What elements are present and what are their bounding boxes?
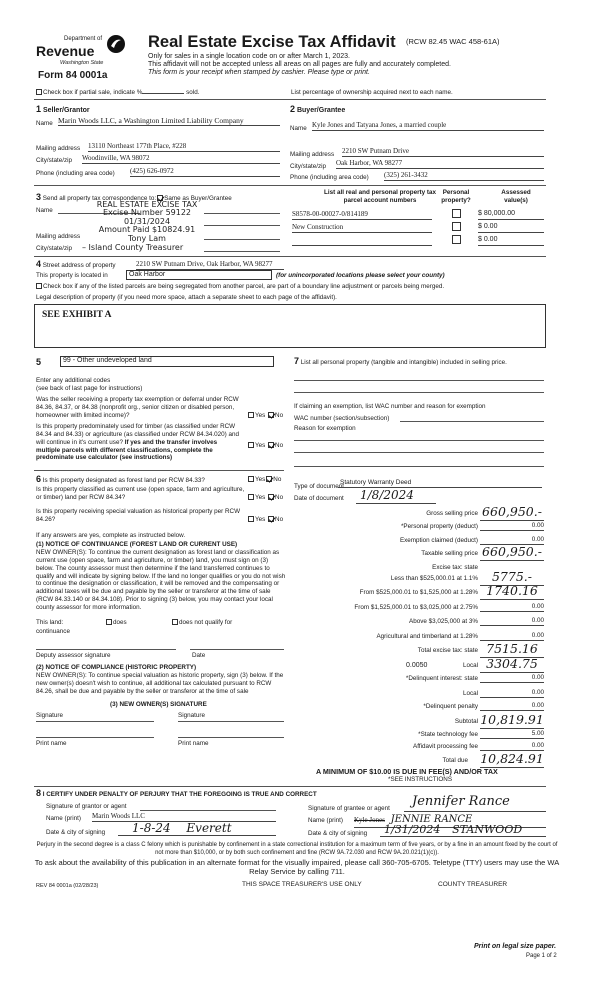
- buyer-phone-field[interactable]: (325) 261-3432: [384, 171, 544, 181]
- exemption-yesno: Yes No: [248, 412, 283, 420]
- forest-yesno: Yes No: [248, 476, 281, 484]
- tax-row-label: Above $3,025,000 at 3%: [409, 618, 478, 625]
- tax-row-label: *Delinquent penalty: [423, 703, 478, 710]
- historic-question: Is this property receiving special valuation as historical property per RCW 84.26?: [36, 508, 241, 523]
- tax-row-value[interactable]: 0.00: [480, 674, 544, 683]
- grantor-name-label: Name (print): [46, 815, 81, 822]
- tax-row-label: *Personal property (deduct): [400, 523, 478, 530]
- buyer-phone-label: Phone (including area code): [290, 174, 369, 181]
- personal-checkbox[interactable]: [452, 222, 461, 231]
- doc-date-field[interactable]: 1/8/2024: [356, 488, 436, 504]
- sec3-addr-label: Mailing address: [36, 233, 81, 240]
- deputy-date-label: Date: [192, 652, 206, 659]
- reason-label: Reason for exemption: [294, 425, 356, 432]
- header-note: This affidavit will not be accepted unless all areas on all pages are fully and accurately completed.: [148, 61, 451, 68]
- if-yes-note: If any answers are yes, complete as instructed below.: [36, 532, 186, 539]
- header-note: Only for sales in a single location code on or after March 1, 2023.: [148, 53, 350, 60]
- revision-label: REV 84 0001a (02/28/23): [36, 883, 99, 889]
- seller-name-label: Name: [36, 120, 53, 127]
- does-not-option: does not qualify for: [172, 619, 232, 627]
- personal-checkbox[interactable]: [452, 235, 461, 244]
- owner-print-label: Print name: [36, 740, 67, 747]
- sec5-num: 5: [36, 357, 42, 367]
- parcel-number-field[interactable]: New Construction: [292, 223, 432, 233]
- ownership-note: List percentage of ownership acquired next to each name.: [291, 89, 453, 96]
- form-number: Form 84 0001a: [38, 70, 108, 81]
- exemption-question: Was the seller receiving a property tax exemption or deferral under RCW 84.36, 84.37, or 84.38 (nonprofit org., senior citizen or disabled person, homeowner with limited income)?: [36, 396, 239, 419]
- yes-checkbox[interactable]: [248, 442, 254, 448]
- see-instructions-note: *SEE INSTRUCTIONS: [388, 776, 453, 783]
- tax-row-label: Local: [462, 662, 478, 669]
- tax-row-value[interactable]: 0.00: [480, 689, 544, 698]
- tax-row-label: Gross selling price: [426, 510, 478, 517]
- tax-row-label: From $525,000.01 to $1,525,000 at 1.28%: [359, 589, 478, 596]
- current-use-yesno: Yes No: [248, 494, 283, 502]
- state-label: Washington State: [60, 60, 104, 66]
- buyer-addr-label: Mailing address: [290, 151, 335, 158]
- no-checkbox[interactable]: [268, 494, 274, 500]
- tax-row-label: Local: [462, 690, 478, 697]
- notice-continuance-title: (1) NOTICE OF CONTINUANCE (FOREST LAND OR CURRENT USE): [36, 541, 238, 548]
- no-checkbox[interactable]: [268, 442, 274, 448]
- buyer-city-field[interactable]: Oak Harbor, WA 98277: [336, 159, 544, 169]
- tax-row-value[interactable]: 660,950.-: [480, 544, 544, 561]
- personal-header: Personal property?: [441, 189, 471, 204]
- tax-row-value[interactable]: 10,819.91: [480, 712, 544, 727]
- owner-sig-label: Signature: [178, 712, 205, 719]
- tax-row-value[interactable]: 0.00: [480, 702, 544, 711]
- buyer-name-field[interactable]: Kyle Jones and Tatyana Jones, a married couple: [312, 121, 544, 131]
- personal-checkbox[interactable]: [452, 209, 461, 218]
- wac-label: WAC number (section/subsection): [294, 415, 390, 422]
- buyer-addr-field[interactable]: 2210 SW Putnam Drive: [342, 147, 544, 157]
- stamp-line: REAL ESTATE EXCISE TAX: [96, 200, 198, 209]
- sec3-name-label: Name: [36, 207, 53, 214]
- seller-addr-field[interactable]: 13110 Northeast 177th Place, #228: [88, 142, 280, 152]
- grantee-sig-field[interactable]: Jennifer Rance: [404, 794, 546, 812]
- tax-row-label: Total due: [442, 757, 468, 764]
- accessibility-note: To ask about the availability of this publication in an alternate format for the visually impaired, please call 360-705-6705. Teletype (TTY) users may use the WA Relay Service by calling 711.: [34, 858, 560, 877]
- buyer-title: 2 Buyer/Grantee: [290, 104, 346, 114]
- tax-row-value[interactable]: 0.00: [480, 617, 544, 626]
- owner-sig-label: Signature: [36, 712, 63, 719]
- grantee-sig-label: Signature of grantee or agent: [308, 805, 390, 812]
- revenue-label: Revenue: [36, 43, 95, 59]
- tax-row-label: Excise tax: state: [432, 564, 478, 571]
- tax-row-label: Taxable selling price: [421, 550, 478, 557]
- notice-continuance-text: NEW OWNER(S): To continue the current designation as forest land or classification as current use (open space, farm and agriculture, or timber) land, you must sign on (3) below. The county assessor must then determine if the land transferred continues to qualify and will indicate by signing below. If the land no longer qualifies or you do not wish to continue the designation or classification, it will be removed and the compensating or additional taxes will be due and payable by the seller or transferor at the time of sale (RCW 84.33.140 or 84.34.108). Prior to signing (3) below, you may contact your local county assessor for more information.: [36, 549, 286, 612]
- tax-row-label: Less than $525,000.01 at 1.1%: [390, 575, 478, 582]
- doc-date-label: Date of document: [294, 495, 344, 502]
- timber-yesno: Yes No: [248, 442, 283, 450]
- tax-row-value[interactable]: 10,824.91: [480, 751, 544, 766]
- tax-row-value[interactable]: 0.00: [480, 742, 544, 751]
- certify-statement: 8 I CERTIFY UNDER PENALTY OF PERJURY THAT THE FOREGOING IS TRUE AND CORRECT: [36, 788, 317, 798]
- county-treasurer-label: COUNTY TREASURER: [438, 881, 508, 888]
- seller-phone-label: Phone (including area code): [36, 170, 115, 177]
- no-checkbox[interactable]: [268, 412, 274, 418]
- new-owner-sig-title: (3) NEW OWNER(S) SIGNATURE: [110, 701, 207, 708]
- header-note: This form is your receipt when stamped by cashier. Please type or print.: [148, 69, 370, 76]
- no-checkbox[interactable]: [268, 516, 274, 522]
- notice-compliance-title: (2) NOTICE OF COMPLIANCE (HISTORIC PROPERTY): [36, 664, 197, 671]
- seller-title: 1 Seller/Grantor: [36, 104, 90, 114]
- tax-row-label: Exemption claimed (deduct): [399, 537, 478, 544]
- see-back-note: (see back of last page for instructions): [36, 385, 143, 392]
- stamp-line: Amount Paid $10824.91: [98, 225, 196, 235]
- seller-addr-label: Mailing address: [36, 145, 81, 152]
- rcw-label: (RCW 82.45 WAC 458-61A): [406, 37, 500, 46]
- grantee-name-field[interactable]: Kyle Jones JENNIE RANCE: [354, 814, 546, 828]
- stamp-line: 01/31/2024: [123, 216, 171, 226]
- seller-phone-field[interactable]: (425) 626-0972: [130, 167, 280, 177]
- tax-row-value[interactable]: 5.00: [480, 730, 544, 739]
- grantor-date-label: Date & city of signing: [46, 829, 106, 836]
- current-use-question: Is this property classified as current use (open space, farm and agriculture, or timber) land per RCW 84.34?: [36, 486, 245, 501]
- assessed-value-field[interactable]: $ 0.00: [478, 223, 544, 233]
- perjury-note: Perjury in the second degree is a class C felony which is punishable by confinement in a state correctional institution for a maximum term of five years, or by a fine in an amount fixed by the court of not more than $10,000, or by both such confinement and fine (RCW 9A.72.030 and RCW 9A.20.021(1)(c)).: [36, 842, 558, 856]
- minimum-due-note: A MINIMUM OF $10.00 IS DUE IN FEE(S) AND/OR TAX: [316, 767, 498, 776]
- doc-type-field[interactable]: Statutory Warranty Deed: [338, 479, 542, 488]
- grantee-name-label: Name (print): [308, 817, 343, 824]
- tax-row-label: *State technology fee: [418, 731, 478, 738]
- logo-icon: [106, 34, 126, 54]
- tax-row-label: From $1,525,000.01 to $3,025,000 at 2.75%: [354, 604, 478, 611]
- partial-sale-row: Check box if partial sale, indicate % sold.: [36, 89, 199, 97]
- timber-question: Is this property predominately used for timber (as classified under RCW 84.34 and 84.33) or agriculture (as classified under RCW 84.34.020) and will continue in it's current use? If yes and the transfer involves multiple parcels with different classifications, complete the predominate use calculator (see instructions): [36, 423, 240, 462]
- does-option: does: [106, 619, 127, 627]
- parcel-number-field[interactable]: [292, 236, 432, 246]
- land-use-select[interactable]: 99 - Other undeveloped land: [60, 356, 274, 367]
- tax-row-value[interactable]: 0.00: [480, 632, 544, 641]
- yes-checkbox[interactable]: [248, 516, 254, 522]
- continuance-label: continuance: [36, 628, 70, 635]
- grantor-name-field[interactable]: Marin Woods LLC: [92, 812, 276, 822]
- tax-row-value[interactable]: 5775.-: [480, 569, 544, 586]
- does-checkbox[interactable]: [106, 619, 112, 625]
- stamp-line: Excise Number 59122: [102, 208, 192, 218]
- partial-sale-checkbox[interactable]: [36, 89, 42, 95]
- owner-print-label: Print name: [178, 740, 209, 747]
- page-title: Real Estate Excise Tax Affidavit: [148, 33, 396, 51]
- seller-city-label: City/state/zip: [36, 157, 73, 164]
- stamp-line: – Island County Treasurer: [82, 243, 184, 252]
- grantee-date-label: Date & city of signing: [308, 830, 368, 837]
- tax-correspondence-row: 3 Send all property tax correspondence to: Same as Buyer/Grantee: [36, 192, 232, 202]
- grantor-sig-label: Signature of grantor or agent: [46, 803, 127, 810]
- does-not-checkbox[interactable]: [172, 619, 178, 625]
- assessed-header: Assessed value(s): [501, 189, 531, 204]
- local-rate: 0.0050: [406, 662, 428, 669]
- segregate-row: Check box if any of the listed parcels are being segregated from another parcel, are part of a boundary line adjustment or parcels being merged.: [36, 283, 444, 291]
- grantor-date-field[interactable]: 1-8-24 Everett: [118, 821, 276, 836]
- seller-city-field[interactable]: Woodinville, WA 98072: [82, 154, 280, 164]
- doc-type-label: Type of document: [294, 483, 345, 490]
- tax-row-label: Total excise tax: state: [417, 647, 478, 654]
- no-checkbox[interactable]: [266, 476, 272, 482]
- forest-question: 6 Is this property designated as forest land per RCW 84.33?: [36, 474, 205, 484]
- notice-compliance-text: NEW OWNER(S): To continue special valuation as historic property, sign (3) below. If the new owner(s) doesn't wish to continue, all additional tax calculated pursuant to RCW 84.26, shall be due and payable by the seller or transferor at the time of sale: [36, 672, 284, 695]
- segregate-checkbox[interactable]: [36, 283, 42, 289]
- street-address-field[interactable]: 2210 SW Putnam Drive, Oak Harbor, WA 98277: [136, 260, 284, 270]
- yes-checkbox[interactable]: [248, 412, 254, 418]
- sec3-city-label: City/state/zip: [36, 245, 73, 252]
- page-number: Page 1 of 2: [526, 953, 557, 959]
- tax-row-value[interactable]: 0.00: [480, 522, 544, 531]
- treasurer-use-label: THIS SPACE TREASURER'S USE ONLY: [242, 881, 362, 888]
- tax-row-label: Subtotal: [454, 718, 478, 725]
- legal-description-text: SEE EXHIBIT A: [42, 310, 112, 320]
- yes-checkbox[interactable]: [248, 476, 254, 482]
- street-address-row: 4 Street address of property: [36, 259, 116, 269]
- land-qualify-row: This land:: [36, 619, 64, 626]
- yes-checkbox[interactable]: [248, 494, 254, 500]
- grantee-date-field[interactable]: 1/31/2024 STANWOOD: [380, 823, 546, 837]
- location-label: This property is located in: [36, 272, 108, 279]
- uninc-note: (for unincorporated locations please select your county): [276, 272, 445, 279]
- buyer-city-label: City/state/zip: [290, 163, 327, 170]
- tax-row-value[interactable]: 7515.16: [480, 641, 544, 658]
- dept-label: Department of: [64, 36, 103, 42]
- assessed-value-field[interactable]: $ 80,000.00: [478, 210, 544, 220]
- tax-row-label: *Delinquent interest: state: [405, 675, 478, 682]
- assessed-value-field[interactable]: $ 0.00: [478, 236, 544, 246]
- seller-name-field[interactable]: Marin Woods LLC, a Washington Limited Liability Company: [58, 116, 280, 126]
- exemption-label: If claiming an exemption, list WAC number and reason for exemption: [294, 403, 486, 410]
- legal-desc-label: Legal description of property (if you need more space, attach a separate sheet to each page of the affidavit).: [36, 294, 337, 301]
- additional-codes-label: Enter any additional codes: [36, 377, 111, 384]
- personal-property-label: 7 List all personal property (tangible and intangible) included in selling price.: [294, 356, 507, 366]
- tax-row-value[interactable]: 0.00: [480, 603, 544, 612]
- treasurer-stamp: [92, 201, 202, 243]
- tax-row-value[interactable]: 660,950.-: [480, 504, 544, 521]
- tax-row-label: Affidavit processing fee: [413, 743, 478, 750]
- parcel-number-field[interactable]: S8578-00-00027-0/814189: [292, 210, 432, 220]
- location-select[interactable]: Oak Harbor: [126, 270, 272, 280]
- tax-row-value[interactable]: 0.00: [480, 536, 544, 545]
- legal-paper-note: Print on legal size paper.: [474, 943, 557, 950]
- historic-yesno: Yes No: [248, 516, 283, 524]
- parcel-header: List all real and personal property tax parcel account numbers: [324, 189, 436, 204]
- buyer-name-label: Name: [290, 125, 307, 132]
- stamp-line: Tony Lam: [128, 233, 166, 243]
- tax-row-value[interactable]: 1740.16: [480, 583, 544, 600]
- tax-row-label: Agricultural and timberland at 1.28%: [376, 633, 478, 640]
- tax-row-value[interactable]: 3304.75: [480, 656, 544, 673]
- deputy-sig-label: Deputy assessor signature: [36, 652, 111, 659]
